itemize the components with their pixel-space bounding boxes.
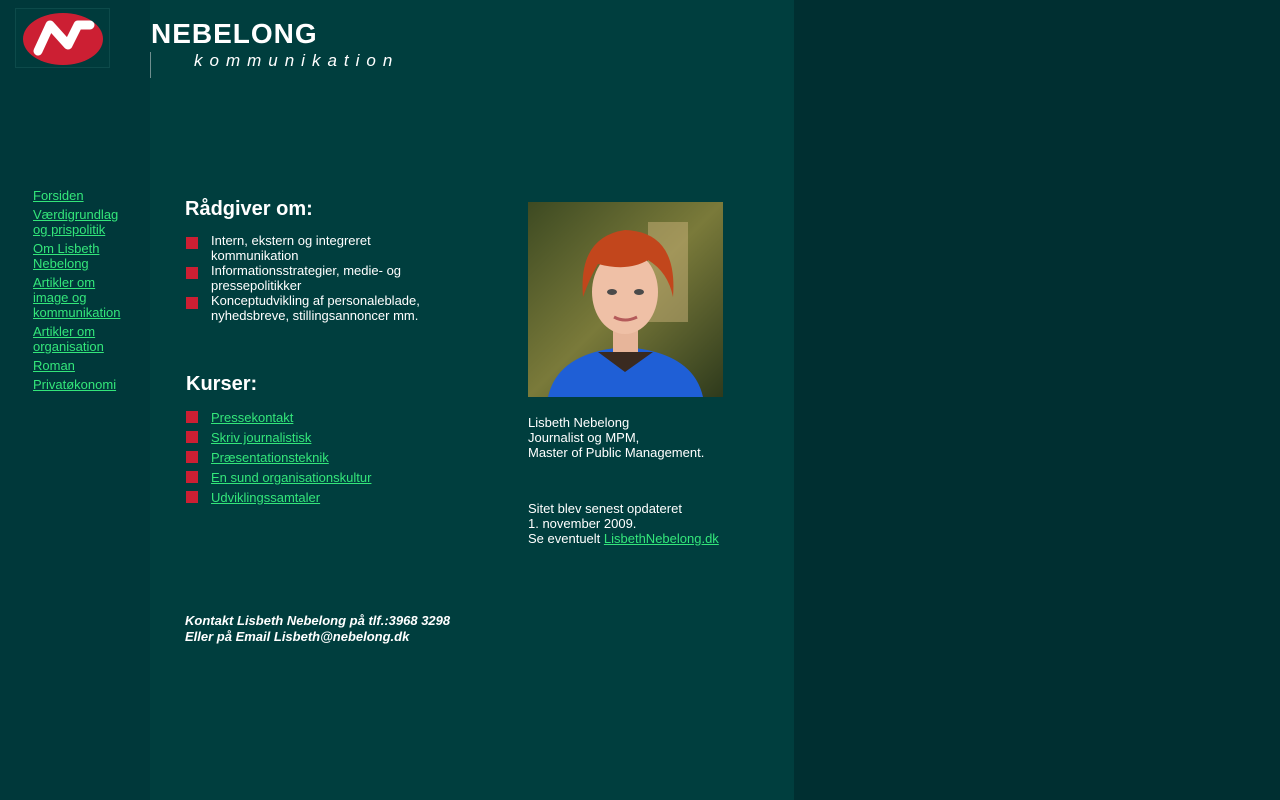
advisor-item-text: Konceptudvikling af personaleblade, nyhedsbreve, stillingsannoncer mm. — [211, 293, 420, 323]
brand-divider — [150, 52, 151, 78]
nav-link-privatokonomi[interactable]: Privatøkonomi — [33, 377, 117, 392]
update-line-1: Sitet blev senest opdateret — [528, 501, 682, 516]
course-link-udviklingssamtaler[interactable]: Udviklingssamtaler — [211, 490, 321, 505]
courses-heading: Kurser: — [186, 373, 258, 395]
nav-link-artikler-organisation[interactable]: Artikler om organisation — [33, 324, 104, 354]
logo-icon — [20, 11, 106, 67]
list-item — [186, 490, 446, 510]
profile-bio — [528, 415, 704, 460]
brand-wordmark — [150, 18, 450, 78]
courses-list — [186, 410, 446, 510]
advisor-item-text: Informationsstrategier, medie- og pressepolitikker — [211, 263, 402, 293]
see-prefix: Se eventuelt — [528, 531, 604, 546]
course-link-skriv-journalistisk[interactable]: Skriv journalistisk — [211, 430, 312, 445]
update-line-2: 1. november 2009. — [528, 516, 637, 531]
contact-info — [185, 613, 450, 645]
list-item — [186, 263, 446, 293]
bullet-square-icon — [186, 411, 198, 423]
bullet-square-icon — [186, 267, 198, 279]
bullet-square-icon — [186, 491, 198, 503]
brand-subtitle: kommunikation — [194, 51, 400, 70]
profile-photo — [528, 202, 723, 397]
course-link-organisationskultur[interactable]: En sund organisationskultur — [211, 470, 372, 485]
portrait-image — [528, 202, 723, 397]
contact-phone: Kontakt Lisbeth Nebelong på tlf.:3968 3298 — [185, 613, 451, 628]
left-column — [0, 0, 150, 800]
main-column — [150, 0, 794, 800]
logo[interactable] — [15, 8, 110, 68]
contact-email: Eller på Email Lisbeth@nebelong.dk — [185, 629, 410, 644]
bullet-square-icon — [186, 431, 198, 443]
list-item — [186, 430, 446, 450]
nav-link-om-lisbeth[interactable]: Om Lisbeth Nebelong — [33, 241, 100, 271]
lisbeth-site-link[interactable]: LisbethNebelong.dk — [603, 531, 719, 546]
advisor-heading: Rådgiver om: — [185, 198, 313, 220]
list-item — [186, 410, 446, 430]
nav-link-artikler-image[interactable]: Artikler om image og kommunikation — [33, 275, 121, 320]
update-notice — [528, 501, 719, 546]
advisor-list — [186, 233, 446, 323]
course-link-pressekontakt[interactable]: Pressekontakt — [211, 410, 294, 425]
list-item — [186, 233, 446, 263]
bullet-square-icon — [186, 297, 198, 309]
list-item — [186, 470, 446, 490]
bullet-square-icon — [186, 451, 198, 463]
nav-link-vaerdigrundlag[interactable]: Værdigrundlag og prispolitik — [33, 207, 119, 237]
brand-name: NEBELONG — [151, 18, 318, 49]
advisor-item-text: Intern, ekstern og integreret kommunikation — [211, 233, 371, 263]
profile-name: Lisbeth Nebelong — [528, 415, 630, 430]
sidebar-nav — [33, 188, 133, 396]
profile-role: Journalist og MPM, — [528, 430, 640, 445]
bullet-square-icon — [186, 471, 198, 483]
nav-link-forsiden[interactable]: Forsiden — [33, 188, 84, 203]
bullet-square-icon — [186, 237, 198, 249]
list-item — [186, 450, 446, 470]
list-item — [186, 293, 446, 323]
nav-link-roman[interactable]: Roman — [33, 358, 75, 373]
course-link-praesentationsteknik[interactable]: Præsentationsteknik — [211, 450, 329, 465]
update-line-3 — [528, 531, 719, 546]
profile-role-detail: Master of Public Management. — [528, 445, 705, 460]
